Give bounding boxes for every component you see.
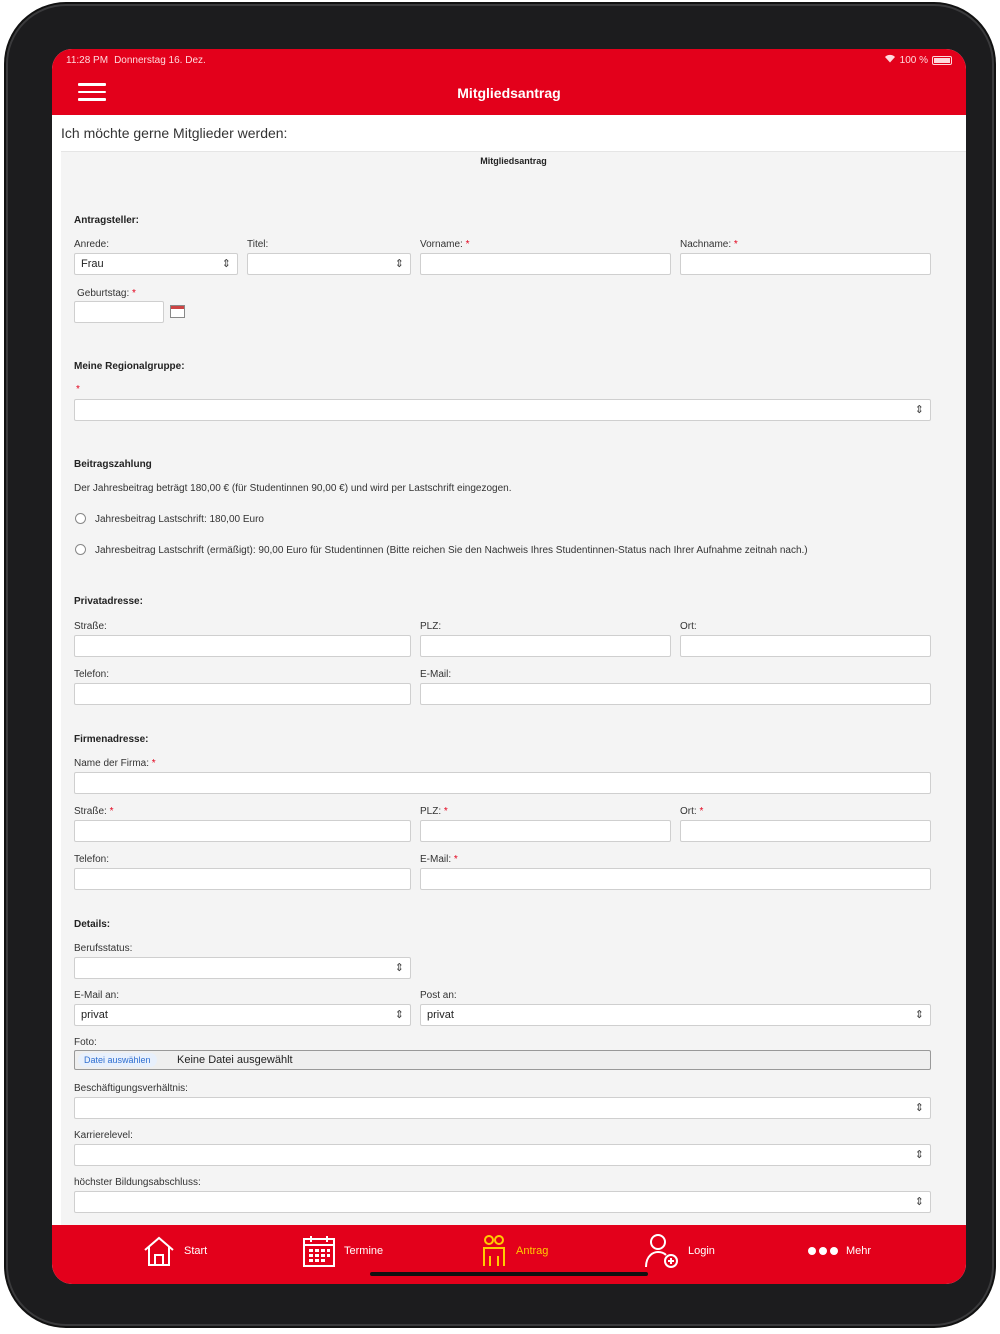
nachname-label: Nachname: * xyxy=(680,239,738,250)
tab-antrag[interactable] xyxy=(480,1225,548,1277)
nav-bar xyxy=(52,71,966,115)
home-icon xyxy=(142,1235,176,1267)
post-an-value: privat xyxy=(427,1009,454,1021)
email-an-label: E-Mail an: xyxy=(74,990,120,1001)
payment-description: Der Jahresbeitrag beträgt 180,00 € (für Studentinnen 90,00 €) und wird per Lastschrift eingezogen. xyxy=(74,483,512,494)
section-company-address: Firmenadresse: xyxy=(74,734,149,745)
tab-termine[interactable] xyxy=(302,1225,383,1277)
foto-label: Foto: xyxy=(74,1037,97,1048)
payment-option-reduced: Jahresbeitrag Lastschrift (ermäßigt): 90,00 Euro für Studentinnen (Bitte reichen Sie den Nachweis Ihres Studentinnen-Status nach Ihrer Aufnahme zeitnah nach.) xyxy=(95,545,808,556)
intro-text: Ich möchte gerne Mitglieder werden: xyxy=(61,125,288,141)
user-add-icon xyxy=(644,1233,680,1269)
geburtstag-label: Geburtstag: * xyxy=(77,288,136,299)
company-ort-label: Ort: * xyxy=(680,806,704,817)
anrede-value: Frau xyxy=(81,258,104,270)
private-ort-label: Ort: xyxy=(680,621,697,632)
company-telefon-input[interactable] xyxy=(74,868,411,890)
status-time: 11:28 PM xyxy=(66,54,109,66)
payment-option-full: Jahresbeitrag Lastschrift: 180,00 Euro xyxy=(95,514,264,525)
region-required-marker: * xyxy=(76,384,80,395)
region-select[interactable] xyxy=(74,399,931,421)
vorname-input[interactable] xyxy=(420,253,671,275)
file-choose-button[interactable]: Datei auswählen xyxy=(78,1053,157,1067)
status-bar xyxy=(52,49,966,71)
karriere-label: Karrierelevel: xyxy=(74,1130,133,1141)
tab-login-label: Login xyxy=(688,1245,715,1257)
section-applicant: Antragsteller: xyxy=(74,215,140,226)
section-payment: Beitragszahlung xyxy=(74,459,152,470)
radio-payment-full[interactable] xyxy=(75,513,86,524)
titel-label: Titel: xyxy=(247,239,269,250)
bildung-label: höchster Bildungsabschluss: xyxy=(74,1177,201,1188)
tab-antrag-label: Antrag xyxy=(516,1245,549,1257)
battery-percent: 100 % xyxy=(899,54,928,66)
tablet-frame xyxy=(6,4,994,1326)
tab-start[interactable] xyxy=(142,1225,207,1277)
form-title: Mitgliedsantrag xyxy=(480,156,547,166)
wifi-icon xyxy=(884,54,896,66)
company-plz-label: PLZ: * xyxy=(420,806,448,817)
company-plz-input[interactable] xyxy=(420,820,671,842)
company-telefon-label: Telefon: xyxy=(74,854,110,865)
private-ort-input[interactable] xyxy=(680,635,931,657)
membership-form xyxy=(61,151,966,1225)
berufsstatus-select[interactable] xyxy=(74,957,411,979)
company-email-input[interactable] xyxy=(420,868,931,890)
berufsstatus-label: Berufsstatus: xyxy=(74,943,133,954)
tab-start-label: Start xyxy=(184,1245,208,1257)
tab-mehr-label: Mehr xyxy=(846,1245,872,1257)
company-name-input[interactable] xyxy=(74,772,931,794)
content-area xyxy=(52,115,966,1225)
private-plz-label: PLZ: xyxy=(420,621,442,632)
private-telefon-label: Telefon: xyxy=(74,669,110,680)
company-ort-input[interactable] xyxy=(680,820,931,842)
private-email-input[interactable] xyxy=(420,683,931,705)
calendar-icon xyxy=(302,1234,336,1268)
company-email-label: E-Mail: * xyxy=(420,854,458,865)
karriere-select[interactable] xyxy=(74,1144,931,1166)
company-strasse-label: Straße: * xyxy=(74,806,114,817)
nachname-input[interactable] xyxy=(680,253,931,275)
private-telefon-input[interactable] xyxy=(74,683,411,705)
anrede-label: Anrede: xyxy=(74,239,110,250)
section-region: Meine Regionalgruppe: xyxy=(74,361,185,372)
page-title: Mitgliedsantrag xyxy=(457,85,561,101)
foto-file-input[interactable] xyxy=(74,1050,931,1070)
file-status: Keine Datei ausgewählt xyxy=(177,1054,293,1066)
company-strasse-input[interactable] xyxy=(74,820,411,842)
section-private-address: Privatadresse: xyxy=(74,596,143,607)
battery-icon xyxy=(932,56,952,65)
tab-login[interactable] xyxy=(644,1225,715,1277)
private-email-label: E-Mail: xyxy=(420,669,452,680)
post-an-label: Post an: xyxy=(420,990,457,1001)
tab-termine-label: Termine xyxy=(344,1245,384,1257)
company-name-label: Name der Firma: * xyxy=(74,758,156,769)
email-an-value: privat xyxy=(81,1009,108,1021)
tab-mehr[interactable] xyxy=(808,1225,871,1277)
private-strasse-label: Straße: xyxy=(74,621,107,632)
more-icon xyxy=(808,1246,838,1256)
post-an-select[interactable] xyxy=(420,1004,931,1026)
screen xyxy=(52,49,966,1284)
home-indicator[interactable] xyxy=(370,1272,648,1276)
radio-payment-reduced[interactable] xyxy=(75,544,86,555)
private-strasse-input[interactable] xyxy=(74,635,411,657)
beschaeftigung-label: Beschäftigungsverhältnis: xyxy=(74,1083,188,1094)
private-plz-input[interactable] xyxy=(420,635,671,657)
people-icon xyxy=(480,1234,508,1268)
geburtstag-input[interactable] xyxy=(74,301,164,323)
titel-select[interactable] xyxy=(247,253,411,275)
calendar-icon[interactable] xyxy=(170,305,185,318)
vorname-label: Vorname: * xyxy=(420,239,470,250)
beschaeftigung-select[interactable] xyxy=(74,1097,931,1119)
status-right xyxy=(884,54,952,66)
email-an-select[interactable] xyxy=(74,1004,411,1026)
bildung-select[interactable] xyxy=(74,1191,931,1213)
anrede-select[interactable] xyxy=(74,253,238,275)
status-date: Donnerstag 16. Dez. xyxy=(114,54,206,66)
section-details: Details: xyxy=(74,919,111,930)
